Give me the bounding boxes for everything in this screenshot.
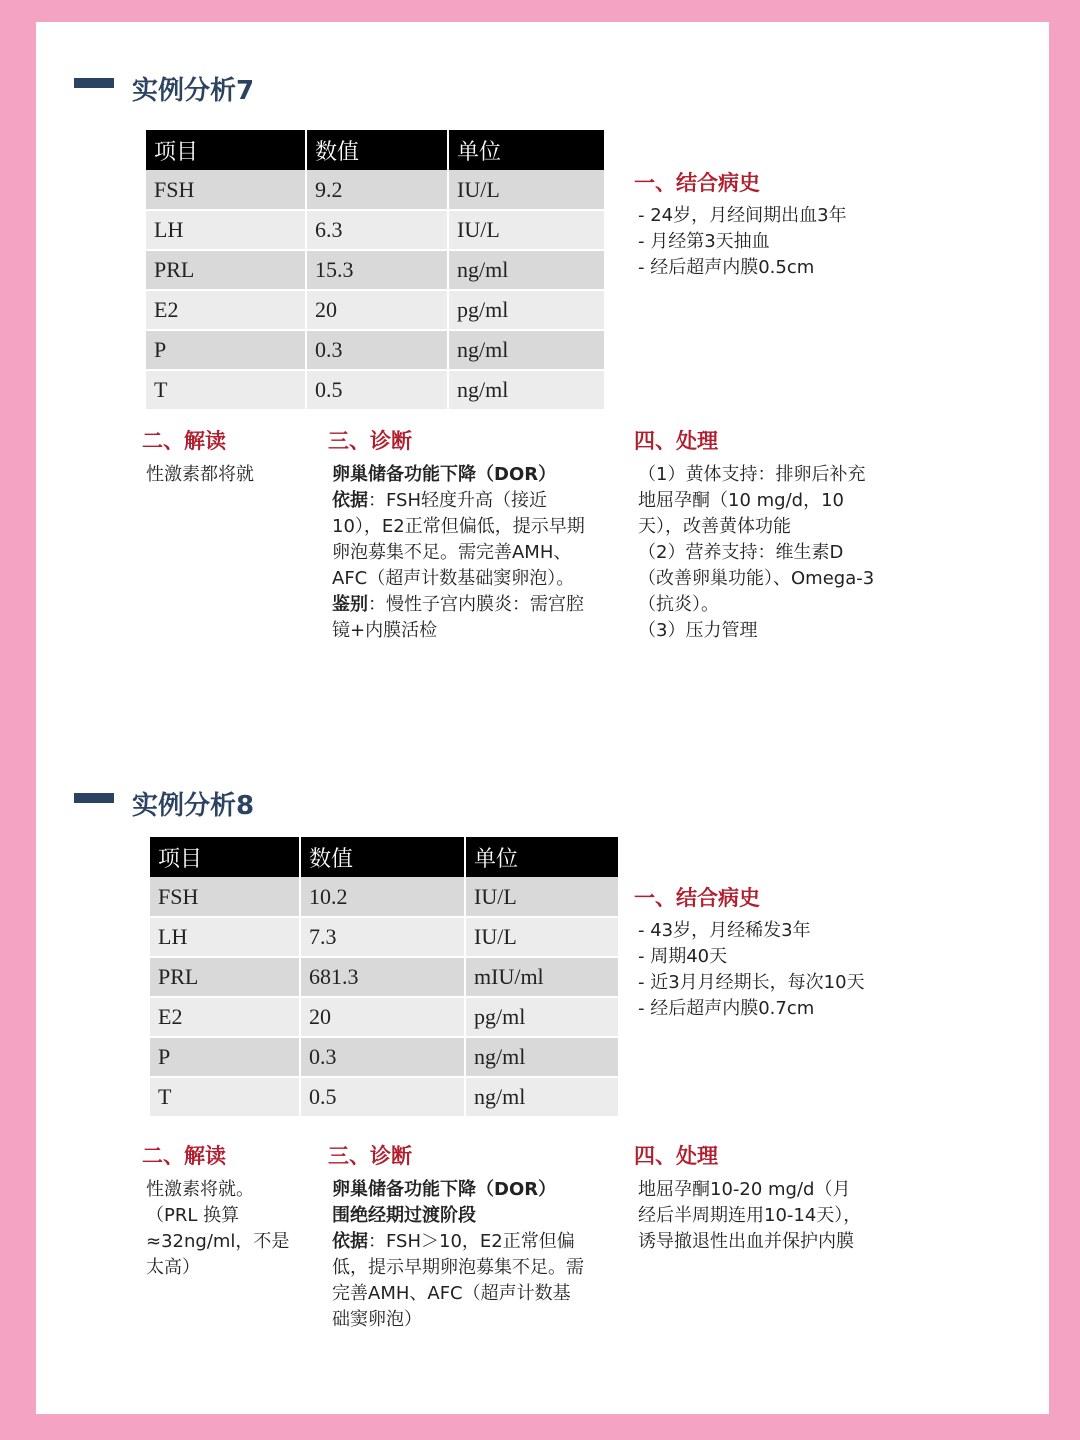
cell-unit: ng/ml: [448, 370, 604, 410]
cell-value: 0.5: [306, 370, 448, 410]
differential-text: ：慢性子宫内膜炎：需宫腔镜+内膜活检: [332, 594, 584, 641]
cell-item: FSH: [150, 877, 300, 917]
treatment-line: （1）黄体支持：排卵后补充地屈孕酮（10 mg/d，10天），改善黄体功能: [638, 464, 866, 537]
table-row: [146, 290, 604, 330]
cell-value: 15.3: [306, 250, 448, 290]
lab-table: [146, 130, 604, 411]
table-row: [150, 877, 618, 917]
cell-item: PRL: [150, 957, 300, 997]
interpretation-line: 性激素将就。: [146, 1179, 254, 1200]
header-item: 项目: [150, 837, 300, 877]
history-list: [638, 203, 898, 281]
list-item: - 24岁，月经间期出血3年: [638, 203, 898, 229]
history-title: 一、结合病史: [634, 886, 760, 910]
cell-value: 0.5: [300, 1077, 465, 1117]
table-header-row: [150, 837, 618, 877]
interpretation-line: （PRL 换算≈32ng/ml，不是太高）: [146, 1205, 290, 1278]
history-list: [638, 918, 918, 1022]
cell-item: LH: [150, 917, 300, 957]
basis-label: 依据: [332, 1231, 368, 1252]
interpretation-text: [146, 1177, 296, 1281]
differential-label: 鉴别: [332, 594, 368, 615]
cell-item: FSH: [146, 170, 306, 210]
diagnosis-text: [332, 1177, 588, 1333]
interpretation-line: 性激素都将就: [146, 464, 254, 485]
cell-item: PRL: [146, 250, 306, 290]
cell-unit: IU/L: [448, 170, 604, 210]
treatment-title: 四、处理: [634, 1144, 718, 1168]
cell-unit: ng/ml: [465, 1037, 618, 1077]
list-item: - 近3月月经期长，每次10天: [638, 970, 918, 996]
cell-value: 7.3: [300, 917, 465, 957]
interpretation-text: [146, 462, 296, 488]
heading-bar: [74, 793, 114, 803]
basis-label: 依据: [332, 490, 368, 511]
lab-table: [150, 837, 618, 1118]
cell-unit: IU/L: [465, 877, 618, 917]
cell-value: 0.3: [300, 1037, 465, 1077]
diagnosis-heading: 卵巢储备功能下降（DOR）: [332, 1179, 557, 1200]
list-item: - 月经第3天抽血: [638, 229, 898, 255]
cell-unit: ng/ml: [448, 330, 604, 370]
diagnosis-heading-2: 围绝经期过渡阶段: [332, 1205, 476, 1226]
table-row: [146, 330, 604, 370]
basis-text: ：FSH轻度升高（接近10），E2正常但偏低，提示早期卵泡募集不足。需完善AMH、AFC（超声计数基础窦卵泡）。: [332, 490, 585, 589]
page-sheet: [36, 22, 1049, 1414]
cell-unit: ng/ml: [465, 1077, 618, 1117]
cell-item: E2: [150, 997, 300, 1037]
treatment-line: （3）压力管理: [638, 620, 758, 641]
header-item: 项目: [146, 130, 306, 170]
list-item: - 周期40天: [638, 944, 918, 970]
table-row: [150, 1037, 618, 1077]
header-value: 数值: [306, 130, 448, 170]
cell-value: 681.3: [300, 957, 465, 997]
diagnosis-heading: 卵巢储备功能下降（DOR）: [332, 464, 557, 485]
list-item: - 43岁，月经稀发3年: [638, 918, 918, 944]
treatment-text: [638, 462, 878, 644]
header-unit: 单位: [465, 837, 618, 877]
interpretation-title: 二、解读: [142, 429, 226, 453]
table-row: [146, 170, 604, 210]
history-title: 一、结合病史: [634, 171, 760, 195]
cell-value: 6.3: [306, 210, 448, 250]
cell-value: 20: [306, 290, 448, 330]
diagnosis-title: 三、诊断: [328, 429, 412, 453]
cell-unit: pg/ml: [448, 290, 604, 330]
treatment-text: [638, 1177, 868, 1255]
cell-unit: pg/ml: [465, 997, 618, 1037]
list-item: - 经后超声内膜0.5cm: [638, 255, 898, 281]
table-row: [150, 997, 618, 1037]
cell-value: 20: [300, 997, 465, 1037]
treatment-line: （2）营养支持：维生素D（改善卵巢功能）、Omega-3（抗炎）。: [638, 542, 875, 615]
table-row: [146, 250, 604, 290]
interpretation-title: 二、解读: [142, 1144, 226, 1168]
table-row: [146, 210, 604, 250]
cell-value: 10.2: [300, 877, 465, 917]
cell-unit: mIU/ml: [465, 957, 618, 997]
cell-unit: IU/L: [448, 210, 604, 250]
cell-unit: IU/L: [465, 917, 618, 957]
cell-item: E2: [146, 290, 306, 330]
diagnosis-title: 三、诊断: [328, 1144, 412, 1168]
cell-item: LH: [146, 210, 306, 250]
cell-value: 9.2: [306, 170, 448, 210]
heading-bar: [74, 78, 114, 88]
table-row: [146, 370, 604, 410]
cell-item: T: [150, 1077, 300, 1117]
basis-text: ：FSH＞10，E2正常但偏低，提示早期卵泡募集不足。需完善AMH、AFC（超声计数基础窦卵泡）: [332, 1231, 584, 1330]
case-title: 实例分析8: [132, 791, 255, 821]
cell-item: P: [150, 1037, 300, 1077]
cell-item: T: [146, 370, 306, 410]
table-row: [150, 1077, 618, 1117]
cell-item: P: [146, 330, 306, 370]
diagnosis-text: [332, 462, 588, 644]
list-item: - 经后超声内膜0.7cm: [638, 996, 918, 1022]
table-row: [150, 917, 618, 957]
case-title: 实例分析7: [132, 76, 255, 106]
treatment-line: 地屈孕酮10-20 mg/d（月经后半周期连用10-14天），诱导撤退性出血并保护内膜: [638, 1179, 862, 1252]
cell-unit: ng/ml: [448, 250, 604, 290]
treatment-title: 四、处理: [634, 429, 718, 453]
header-value: 数值: [300, 837, 465, 877]
cell-value: 0.3: [306, 330, 448, 370]
header-unit: 单位: [448, 130, 604, 170]
table-header-row: [146, 130, 604, 170]
table-row: [150, 957, 618, 997]
